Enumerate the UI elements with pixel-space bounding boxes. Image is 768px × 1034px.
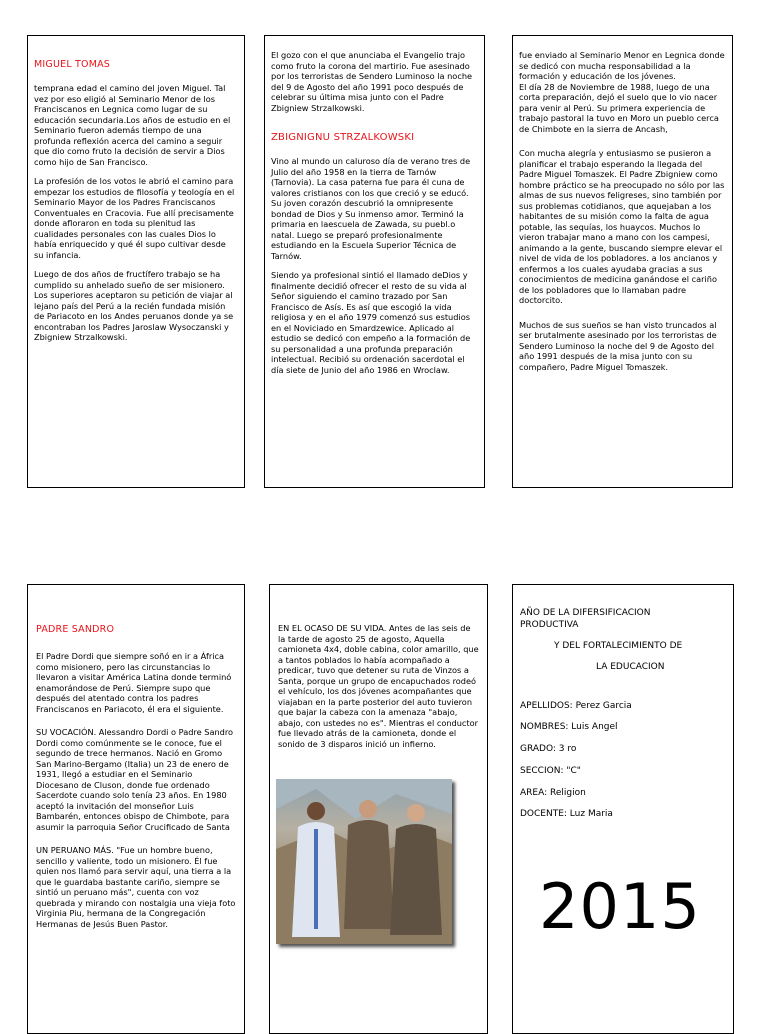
field-docente: DOCENTE: Luz Maria — [520, 809, 613, 820]
miguel-tomas-title: MIGUEL TOMAS — [34, 59, 111, 70]
paragraph: UN PERUANO MÁS. "Fue un hombre bueno, sencillo y valiente, todo un misionero. Él fue quien nos llamó para servir aquí, una tierra a la que le guardaba bastante cariño, siempre se sintió un peruano más", cuenta con voz quebrada y mirando con nostalgia una vieja foto Virginia Piu, hermana de la Congregación Hermanas de Jesús Buen Pastor. — [36, 845, 236, 929]
middle-habit — [344, 820, 394, 929]
panel-zbigniew — [264, 35, 485, 488]
panel-zbigniew-continued — [512, 35, 733, 488]
panel-padre-sandro — [27, 584, 245, 1034]
heading-line-3: LA EDUCACION — [596, 662, 665, 673]
zbigniew-title: ZBIGNIGNU STRZALKOWSKI — [271, 132, 415, 143]
head-left — [307, 802, 325, 820]
heading-line-1: AÑO DE LA DIFERSIFICACION PRODUCTIVA — [520, 608, 651, 630]
paragraph: Vino al mundo un caluroso día de verano tres de Julio del año 1958 en la tierra de Tarnów (Tarnovia). La casa paterna fue para él cuna de valores cristianos con los que creció y se educó. Su joven corazón descubrió la omnipresente bondad de Dios y Su inmenso amor. Terminó la primaria en laescuela de Zawada, su puebl.o natal. Luego se preparó profesionalmente estudiando en la Escuela Superior Técnica de Tarnów. — [271, 156, 471, 261]
paragraph: temprana edad el camino del joven Miguel. Tal vez por eso eligió al Seminario Menor de los Franciscanos en Legnica como lugar de su educación secundaria.Los años de estudio en el Seminario fueron además tiempo de una profunda reflexión acerca del camino a seguir que dio como fruto la decisión de servir a Dios como hijo de San Francisco. — [34, 83, 231, 167]
paragraph: Siendo ya profesional sintió el llamado deDios y finalmente decidió ofrecer el resto de su vida al Señor siguiendo el camino trazado por San Francisco de Asís. Es así que escogió la vida religiosa y en el año 1979 comenzó sus estudios en el Noviciado en Smardzewice. Aplicado al estudio se dedicó con empeño a la formación de su personalidad a una profunda preparación intelectual. Recibió su ordenación sacerdotal el día siete de Junio del año 1986 en Wroclaw. — [271, 270, 471, 375]
paragraph: fue enviado al Seminario Menor en Legnica donde se dedicó con mucha responsabilidad a la formación y educación de los jóvenes. — [519, 50, 725, 81]
padre-sandro-title: PADRE SANDRO — [36, 624, 115, 635]
paragraph: Muchos de sus sueños se han visto truncados al ser brutalmente asesinado por los terroristas de Sendero Luminoso la noche del 9 de Agosto del año 1991 después de la misa junto con su compañero, Padre Miguel Tomaszek. — [519, 319, 717, 372]
field-nombres: NOMBRES: Luis Angel — [520, 722, 618, 733]
heading-line-2: Y DEL FORTALECIMIENTO DE — [554, 641, 683, 652]
stole — [314, 829, 318, 929]
field-grado: GRADO: 3 ro — [520, 744, 577, 755]
panel-cover — [512, 584, 734, 1034]
panel-miguel-tomas — [27, 35, 245, 488]
head-middle — [359, 800, 377, 818]
intro-paragraph: El gozo con el que anunciaba el Evangelio trajo como fruto la corona del martirio. Fue asesinado por los terroristas de Sendero Luminoso la noche del 9 de Agosto del año 1991 poco después de celebrar su última misa junto con el Padre Zbigniew Strzalkowski. — [271, 50, 473, 113]
right-habit — [390, 824, 442, 935]
paragraph: SU VOCACIÓN. Alessandro Dordi o Padre Sandro Dordi como comúnmente se le conoce, fue el segundo de trece hermanos. Nació en Gromo San Marino-Bergamo (Italia) un 23 de enero de 1931, llegó a estudiar en el Seminario Diocesano de Cluson, donde fue ordenado Sacerdote cuando solo tenía 23 años. En 1980 aceptó la invitación del monseñor Luis Bambarén, entonces obispo de Chimbote, para asumir la parroquia Señor Crucificado de Santa — [36, 727, 234, 832]
paragraph: El Padre Dordi que siempre soñó en ir a África como misionero, pero las circunstancias lo llevaron a visitar América Latina donde terminó enamorándose de Perú. Siempre supo que después del atentado contra los padres Franciscanos en Pariacoto, él era el siguiente. — [36, 651, 232, 714]
paragraph: Con mucha alegría y entusiasmo se pusieron a planificar el trabajo esperando la llegada del Padre Miguel Tomaszek. El Padre Zbigniew como hombre práctico se ha preocupado no sólo por las almas de sus nuevos feligreses, sino también por sus problemas cotidianos, que aquejaban a los habitantes de su misión como la falta de agua potable, las sequías, los huaycos. Muchos lo vieron trabajar mano a mano con los campesi, animando a la gente, buscando siempre elevar el nivel de vida de los pobladores. a los ancianos y enfermos a los cuales ayudaba gracias a sus conocimientos de medicina ganándose el cariño de los pobladores que lo llamaban padre doctorcito. — [519, 148, 725, 305]
field-area: AREA: Religion — [520, 787, 586, 798]
field-seccion: SECCION: "C" — [520, 765, 581, 776]
field-apellidos: APELLIDOS: Perez Garcia — [520, 700, 632, 711]
year-label: 2015 — [539, 870, 701, 943]
paragraph: EN EL OCASO DE SU VIDA. Antes de las seis de la tarde de agosto 25 de agosto, Aquella camioneta 4x4, doble cabina, color amarillo, que a tantos poblados lo había acompañado a predicar, tuvo que detener su ruta de Vinzos a Santa, porque un grupo de encapuchados rodeó el vehículo, los dos jóvenes acompañantes que viajaban en la parte posterior del auto tuvieron que bajar la cabeza con la amenaza "abajo, abajo, con ustedes no es". Mientras el conductor fue llevado atrás de la camioneta, donde el sonido de 3 disparos inició un infierno. — [278, 623, 479, 749]
priests-photo-illustration — [276, 779, 452, 944]
paragraph: La profesión de los votos le abrió el camino para empezar los estudios de filosofía y teología en el Seminario Mayor de los Padres Franciscanos Conventuales en Cracovia. Fue allí precisamente donde afloraron en toda su plenitud las cualidades personales con las cuales Dios lo había enriquecido y qué él supo cultivar desde su infancia. — [34, 176, 235, 260]
paragraph: Luego de dos años de fructífero trabajo se ha cumplido su anhelado sueño de ser misionero. Los superiores aceptaron su petición de viajar al lejano país del Perú a la recién fundada misión de Pariacoto en los Andes peruanos donde ya se encontraban los Padres Jaroslaw Wysoczanski y Zbigniew Strzalkowski. — [34, 269, 234, 342]
head-right — [407, 804, 425, 822]
student-fields — [520, 701, 725, 821]
photo-three-priests — [276, 779, 452, 944]
paragraph: El día 28 de Noviembre de 1988, luego de una corta preparación, dejó el suelo que lo vio nacer para venir al Perú. Su primera experiencia de trabajo pastoral la tuvo en Moro un pueblo cerca de Chimbote en la sierra de Ancash, — [519, 81, 719, 134]
panel-ocaso — [269, 584, 488, 1034]
